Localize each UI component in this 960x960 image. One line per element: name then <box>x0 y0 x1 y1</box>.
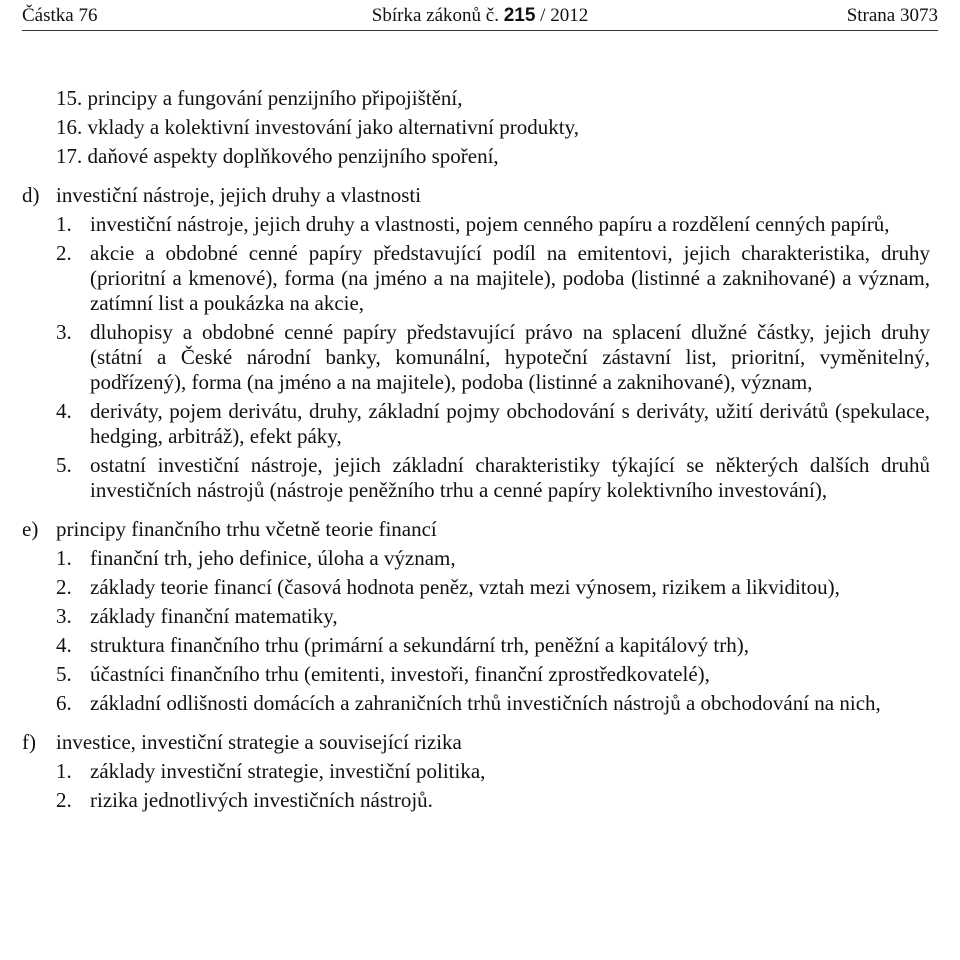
item-text: struktura finančního trhu (primární a sekundární trh, peněžní a kapitálový trh), <box>90 633 749 657</box>
item-text: principy a fungování penzijního připojištění, <box>87 86 463 110</box>
section-heading <box>22 183 932 208</box>
section-letter: d) <box>22 183 40 207</box>
list-item <box>22 144 932 169</box>
section-letter: e) <box>22 517 39 541</box>
section-title: investiční nástroje, jejich druhy a vlastnosti <box>56 183 422 207</box>
section-f <box>22 730 932 813</box>
item-text: deriváty, pojem derivátu, druhy, základní pojmy obchodování s deriváty, užití derivátů (spekulace, hedging, arbitráž), efekt páky, <box>90 399 930 448</box>
section-title: principy finančního trhu včetně teorie financí <box>56 517 437 541</box>
section-heading <box>22 730 932 755</box>
header-law-year: / 2012 <box>540 5 589 26</box>
item-text: základní odlišnosti domácích a zahraničních trhů investičních nástrojů a obchodování na nich, <box>90 691 881 715</box>
section-e <box>22 517 932 716</box>
header-collection-title <box>372 5 588 27</box>
list-item <box>22 212 932 237</box>
item-number: 3. <box>56 604 72 628</box>
item-number: 15. <box>56 86 83 110</box>
item-number: 4. <box>56 399 72 423</box>
header-page-number: Strana 3073 <box>846 5 938 26</box>
item-text: dluhopisy a obdobné cenné papíry představující právo na splacení dlužné částky, jejich druhy (státní a České národní banky, komunální, hypoteční zástavní list, prioritní, vyměnitelný, podřízený), forma (na jméno a na majitele), podoba (listinné a zaknihované), význam, <box>90 320 930 394</box>
list-item <box>22 320 932 395</box>
list-item <box>22 399 932 449</box>
item-text: základy investiční strategie, investiční politika, <box>90 759 486 783</box>
section-letter: f) <box>22 730 36 754</box>
item-text: ostatní investiční nástroje, jejich základní charakteristiky týkající se některých dalších druhů investičních nástrojů (nástroje peněžního trhu a cenné papíry kolektivního investování), <box>90 453 930 502</box>
list-item <box>22 662 932 687</box>
item-number: 6. <box>56 691 72 715</box>
section-d <box>22 183 932 503</box>
item-number: 16. <box>56 115 83 139</box>
item-number: 4. <box>56 633 72 657</box>
header-law-number: 215 <box>503 5 536 26</box>
list-item <box>22 453 932 503</box>
list-item <box>22 575 932 600</box>
document-body <box>22 86 932 827</box>
item-text: vklady a kolektivní investování jako alternativní produkty, <box>87 115 579 139</box>
list-item <box>22 788 932 813</box>
section-title: investice, investiční strategie a související rizika <box>56 730 462 754</box>
item-number: 2. <box>56 575 72 599</box>
item-text: investiční nástroje, jejich druhy a vlastnosti, pojem cenného papíru a rozdělení cenných papírů, <box>90 212 890 236</box>
item-text: rizika jednotlivých investičních nástrojů. <box>90 788 433 812</box>
item-number: 2. <box>56 241 72 265</box>
continuation-list <box>22 86 932 169</box>
item-number: 17. <box>56 144 83 168</box>
item-text: akcie a obdobné cenné papíry představující podíl na emitentovi, jejich charakteristika, druhy (prioritní a kmenové), forma (na jméno a na majitele), podoba (listinné a zaknihované) a význam, zatímní list a poukázka na akcie, <box>90 241 930 315</box>
list-item <box>22 633 932 658</box>
list-item <box>22 115 932 140</box>
list-item <box>22 691 932 716</box>
item-text: finanční trh, jeho definice, úloha a význam, <box>90 546 456 570</box>
list-item <box>22 546 932 571</box>
list-item <box>22 241 932 316</box>
item-number: 5. <box>56 662 72 686</box>
list-item <box>22 604 932 629</box>
item-text: účastníci finančního trhu (emitenti, investoři, finanční zprostředkovatelé), <box>90 662 710 686</box>
item-text: základy teorie financí (časová hodnota peněz, vztah mezi výnosem, rizikem a likviditou), <box>90 575 840 599</box>
header-collection-prefix: Sbírka zákonů č. <box>371 5 499 26</box>
item-number: 2. <box>56 788 72 812</box>
list-item <box>22 86 932 111</box>
item-number: 3. <box>56 320 72 344</box>
section-heading <box>22 517 932 542</box>
item-number: 1. <box>56 212 72 236</box>
item-number: 1. <box>56 759 72 783</box>
list-item <box>22 759 932 784</box>
item-text: základy finanční matematiky, <box>90 604 338 628</box>
item-number: 1. <box>56 546 72 570</box>
header-part-number: Částka 76 <box>22 5 98 26</box>
item-text: daňové aspekty doplňkového penzijního spoření, <box>87 144 499 168</box>
item-number: 5. <box>56 453 72 477</box>
page-header <box>22 2 938 31</box>
